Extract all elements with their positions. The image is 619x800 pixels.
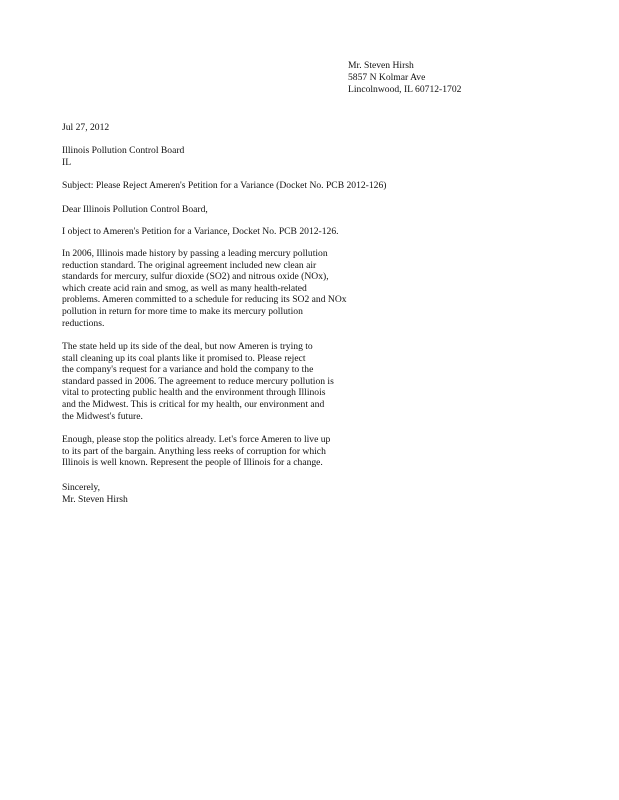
paragraph-line: problems. Ameren committed to a schedule for reducing its SO2 and NOx: [62, 294, 347, 306]
recipient-name: Illinois Pollution Control Board: [62, 145, 185, 156]
body-paragraph-1: [62, 248, 347, 329]
sender-name: Mr. Steven Hirsh: [348, 60, 414, 71]
paragraph-line: and the Midwest. This is critical for my health, our environment and: [62, 398, 325, 410]
paragraph-line: stall cleaning up its coal plants like it promised to. Please reject: [62, 352, 306, 364]
paragraph-line: Illinois is well known. Represent the people of Illinois for a change.: [62, 457, 323, 469]
sender-address: [348, 60, 461, 96]
salutation: [62, 204, 208, 216]
closing-text: Sincerely,: [62, 482, 101, 493]
signoff: [62, 482, 128, 505]
sender-street: 5857 N Kolmar Ave: [348, 72, 426, 83]
paragraph-line: to its part of the bargain. Anything less reeks of corruption for which: [62, 445, 326, 457]
paragraph-line: reductions.: [62, 317, 105, 329]
paragraph-line: standards for mercury, sulfur dioxide (SO2) and nitrous oxide (NOx),: [62, 271, 329, 283]
sender-city: Lincolnwood, IL 60712-1702: [348, 84, 462, 95]
subject-text: Subject: Please Reject Ameren's Petition for a Variance (Docket No. PCB 2012-126): [62, 180, 387, 191]
paragraph-line: Enough, please stop the politics already. Let's force Ameren to live up: [62, 434, 331, 445]
signature-name: Mr. Steven Hirsh: [62, 493, 128, 505]
paragraph-line: reduction standard. The original agreement included new clean air: [62, 259, 317, 271]
paragraph-line: In 2006, Illinois made history by passing a leading mercury pollution: [62, 248, 328, 259]
body-paragraph-3: [62, 434, 330, 469]
paragraph-line: pollution in return for more time to make its mercury pollution: [62, 305, 303, 317]
body-paragraph-2: [62, 341, 334, 422]
paragraph-line: which create acid rain and smog, as well as many health-related: [62, 282, 307, 294]
paragraph-line: standard passed in 2006. The agreement to reduce mercury pollution is: [62, 375, 334, 387]
subject-line: [62, 180, 386, 192]
paragraph-line: the Midwest's future.: [62, 410, 143, 422]
objection-statement: [62, 226, 339, 238]
salutation-text: Dear Illinois Pollution Control Board,: [62, 204, 208, 215]
letter-date: [62, 122, 109, 134]
objection-text: I object to Ameren's Petition for a Variance, Docket No. PCB 2012-126.: [62, 226, 339, 237]
paragraph-line: the company's request for a variance and hold the company to the: [62, 364, 314, 376]
recipient-state: IL: [62, 156, 72, 168]
recipient-address: [62, 145, 184, 168]
paragraph-line: vital to protecting public health and the environment through Illinois: [62, 387, 326, 399]
paragraph-line: The state held up its side of the deal, but now Ameren is trying to: [62, 341, 313, 352]
date-text: Jul 27, 2012: [62, 122, 110, 133]
